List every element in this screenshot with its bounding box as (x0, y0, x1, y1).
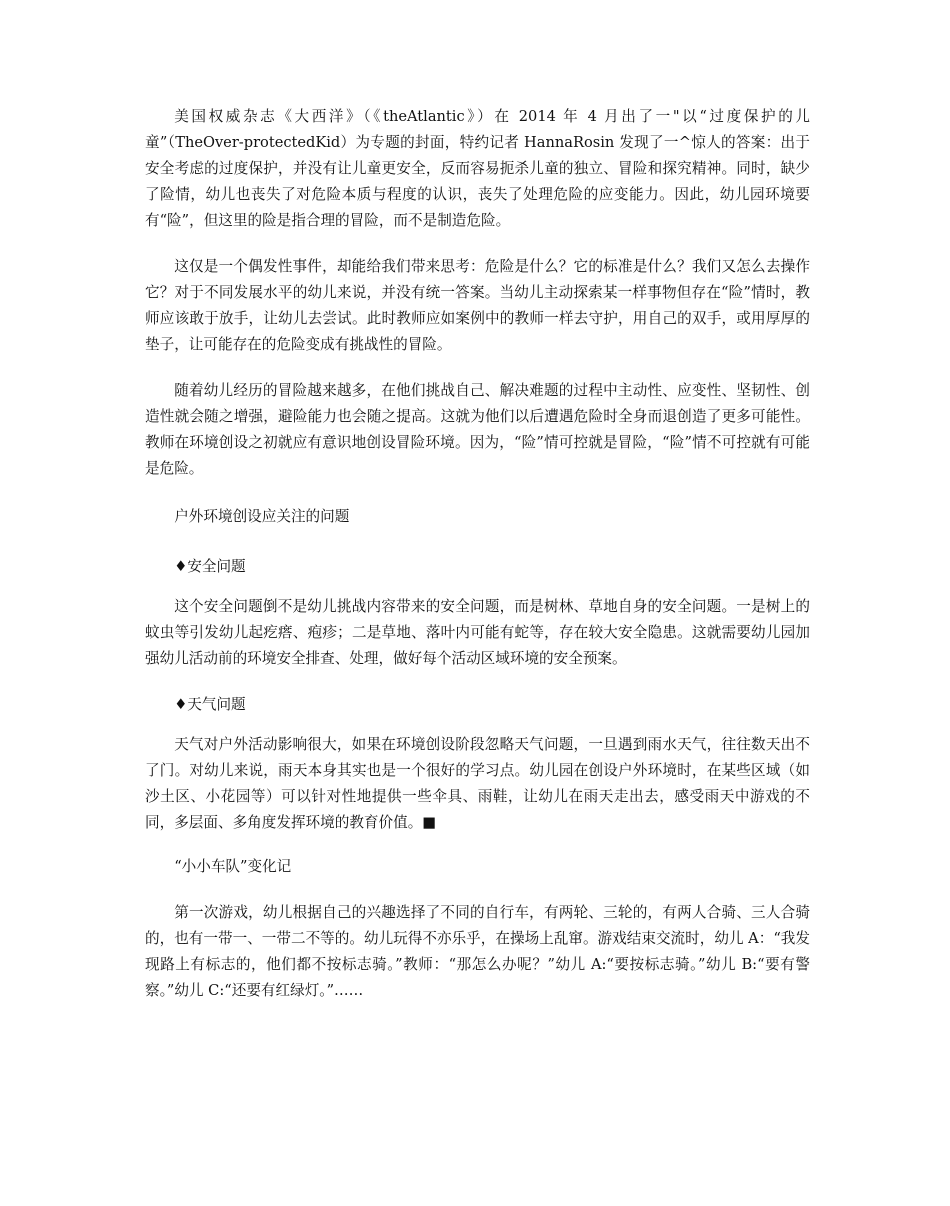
paragraph-game: 第一次游戏，幼儿根据自己的兴趣选择了不同的自行车，有两轮、三轮的，有两人合骑、三人合骑的，也有一带一、一带二不等的。幼儿玩得不亦乐乎，在操场上乱窜。游戏结束交流时，幼儿 A：“我发现路上有标志的，他们都不按标志骑。”教师：“那怎么办呢？”幼儿 A:“要按标志骑。”幼儿 B:“要有警察。”幼儿 C:“还要有红绿灯。”…… (145, 904, 810, 999)
section-heading-team: “小小车队”变化记 (174, 858, 292, 875)
bullet-heading-safety: ♦安全问题 (174, 558, 246, 575)
paragraph-reflection: 这仅是一个偶发性事件，却能给我们带来思考：危险是什么？它的标准是什么？我们又怎么去操作它？对于不同发展水平的幼儿来说，并没有统一答案。当幼儿主动探索某一样事物但存在“险”情时，教师应该敢于放手，让幼儿去尝试。此时教师应如案例中的教师一样去守护，用自己的双手，或用厚厚的垫子，让可能存在的危险变成有挑战性的冒险。 (145, 258, 810, 353)
bullet-heading-weather: ♦天气问题 (174, 696, 246, 713)
paragraph-safety: 这个安全问题倒不是幼儿挑战内容带来的安全问题，而是树林、草地自身的安全问题。一是树上的蚊虫等引发幼儿起疙瘩、疱疹；二是草地、落叶内可能有蛇等，存在较大安全隐患。这就需要幼儿园加强幼儿活动前的环境安全排查、处理，做好每个活动区域环境的安全预案。 (145, 598, 810, 667)
section-heading-outdoor: 户外环境创设应关注的问题 (174, 508, 350, 525)
paragraph-weather: 天气对户外活动影响很大，如果在环境创设阶段忽略天气问题，一旦遇到雨水天气，往往数天出不了门。对幼儿来说，雨天本身其实也是一个很好的学习点。幼儿园在创设户外环境时，在某些区域（如沙土区、小花园等）可以针对性地提供一些伞具、雨鞋，让幼儿在雨天走出去，感受雨天中游戏的不同，多层面、多角度发挥环境的教育价值。■ (145, 736, 810, 831)
paragraph-adventure: 随着幼儿经历的冒险越来越多，在他们挑战自己、解决难题的过程中主动性、应变性、坚韧性、创造性就会随之增强，避险能力也会随之提高。这就为他们以后遭遇危险时全身而退创造了更多可能性。教师在环境创设之初就应有意识地创设冒险环境。因为，“险”情可控就是冒险，“险”情不可控就有可能是危险。 (145, 382, 810, 477)
document-body (145, 104, 810, 1026)
paragraph-atlantic: 美国权威杂志《大西洋》（《theAtlantic》）在 2014 年 4 月出了一"以“过度保护的儿童”（TheOver-protectedKid）为专题的封面，特约记者 HannaRosin 发现了一^惊人的答案：出于安全考虑的过度保护，并没有让儿童更安全，反而容易扼杀儿童的独立、冒险和探究精神。同时，缺少了险情，幼儿也丧失了对危险本质与程度的认识，丧失了处理危险的应变能力。因此，幼儿园环境要有“险”，但这里的险是指合理的冒险，而不是制造危险。 (145, 108, 810, 229)
